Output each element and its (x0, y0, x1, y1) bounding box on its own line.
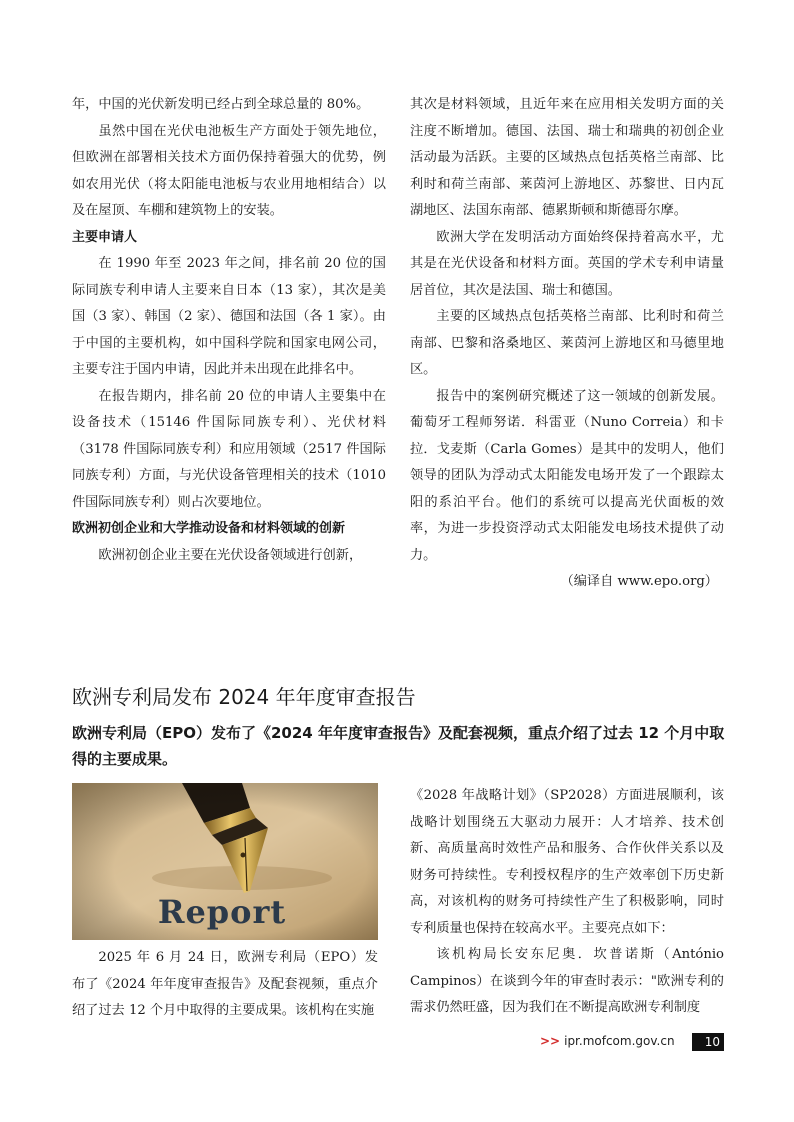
report-pen-photo (72, 783, 378, 940)
source-credit: （编译自 www.epo.org） (560, 574, 718, 589)
paragraph: 其次是材料领域，且近年来在应用相关发明方面的关注度不断增加。德国、法国、瑞士和瑞典的初创企业活动最为活跃。主要的区域热点包括英格兰南部、比利时和荷兰南部、莱茵河上游地区、苏黎世、日内瓦湖地区、法国东南部、德累斯顿和斯德哥尔摩。 (410, 97, 724, 218)
article-lead: 欧洲专利局（EPO）发布了《2024 年年度审查报告》及配套视频，重点介绍了过去 12 个月中取得的主要成果。 (72, 724, 725, 768)
paragraph: 主要的区域热点包括英格兰南部、比利时和荷兰南部、巴黎和洛桑地区、莱茵河上游地区和马德里地区。 (410, 309, 724, 377)
article-left-column (72, 945, 378, 1025)
section-heading: 主要申请人 (72, 229, 138, 245)
paragraph: 在报告期内，排名前 20 位的申请人主要集中在设备技术（15146 件国际同族专利）、光伏材料（3178 件国际同族专利）和应用领域（2517 件国际同族专利）方面，与光伏设备管理相关的技术（1010 件国际同族专利）则占次要地位。 (72, 388, 386, 510)
section-heading: 欧洲初创企业和大学推动设备和材料领域的创新 (72, 521, 346, 536)
paragraph: 该机构局长安东尼奥．坎普诺斯（António Campinos）在谈到今年的审查时表示："欧洲专利的需求仍然旺盛，因为我们在不断提高欧洲专利制度 (410, 947, 724, 1015)
paragraph: 虽然中国在光伏电池板生产方面处于领先地位，但欧洲在部署相关技术方面仍保持着强大的优势，例如农用光伏（将太阳能电池板与农业用地相结合）以及在屋顶、车棚和建筑物上的安装。 (72, 123, 386, 218)
article-right-column (410, 783, 724, 1022)
double-chevron-icon: >> (540, 1034, 561, 1048)
right-text-column (410, 92, 724, 596)
footer-url (540, 1034, 675, 1048)
left-text-column (72, 92, 386, 569)
article-title: 欧洲专利局发布 2024 年年度审查报告 (72, 685, 416, 709)
paragraph: 欧洲初创企业主要在光伏设备领域进行创新， (98, 547, 363, 563)
footer-url-text: ipr.mofcom.gov.cn (564, 1034, 675, 1048)
paragraph: 在 1990 年至 2023 年之间，排名前 20 位的国际同族专利申请人主要来自日本（13 家），其次是美国（3 家）、韩国（2 家）、德国和法国（各 1 家）。由于中国的主要机构，如中国科学院和国家电网公司，主要专注于国内申请，因此并未出现在此排名中。 (72, 256, 386, 377)
paragraph: 《2028 年战略计划》（SP2028）方面进展顺利，该战略计划围绕五大驱动力展开：人才培养、技术创新、高质量高时效性产品和服务、合作伙伴关系以及财务可持续性。专利授权程序的生产效率创下历史新高，对该机构的财务可持续性产生了积极影响，同时专利质量也保持在较高水平。主要亮点如下： (410, 788, 724, 936)
paragraph: 欧洲大学在发明活动方面始终保持着高水平，尤其是在光伏设备和材料方面。英国的学术专利申请量居首位，其次是法国、瑞士和德国。 (410, 229, 724, 298)
paragraph: 2025 年 6 月 24 日，欧洲专利局（EPO）发布了《2024 年年度审查报告》及配套视频，重点介绍了过去 12 个月中取得的主要成果。该机构在实施 (72, 950, 378, 1018)
paragraph: 年，中国的光伏新发明已经占到全球总量的 80%。 (72, 97, 370, 112)
page-number: 10 (692, 1033, 724, 1051)
paragraph: 报告中的案例研究概述了这一领域的创新发展。葡萄牙工程师努诺．科雷亚（Nuno Correia）和卡拉．戈麦斯（Carla Gomes）是其中的发明人，他们领导的团队为浮动式太阳能发电场开发了一个跟踪太阳的系泊平台。他们的系统可以提高光伏面板的效率，为进一步投资浮动式太阳能发电场技术提供了动力。 (410, 388, 724, 563)
